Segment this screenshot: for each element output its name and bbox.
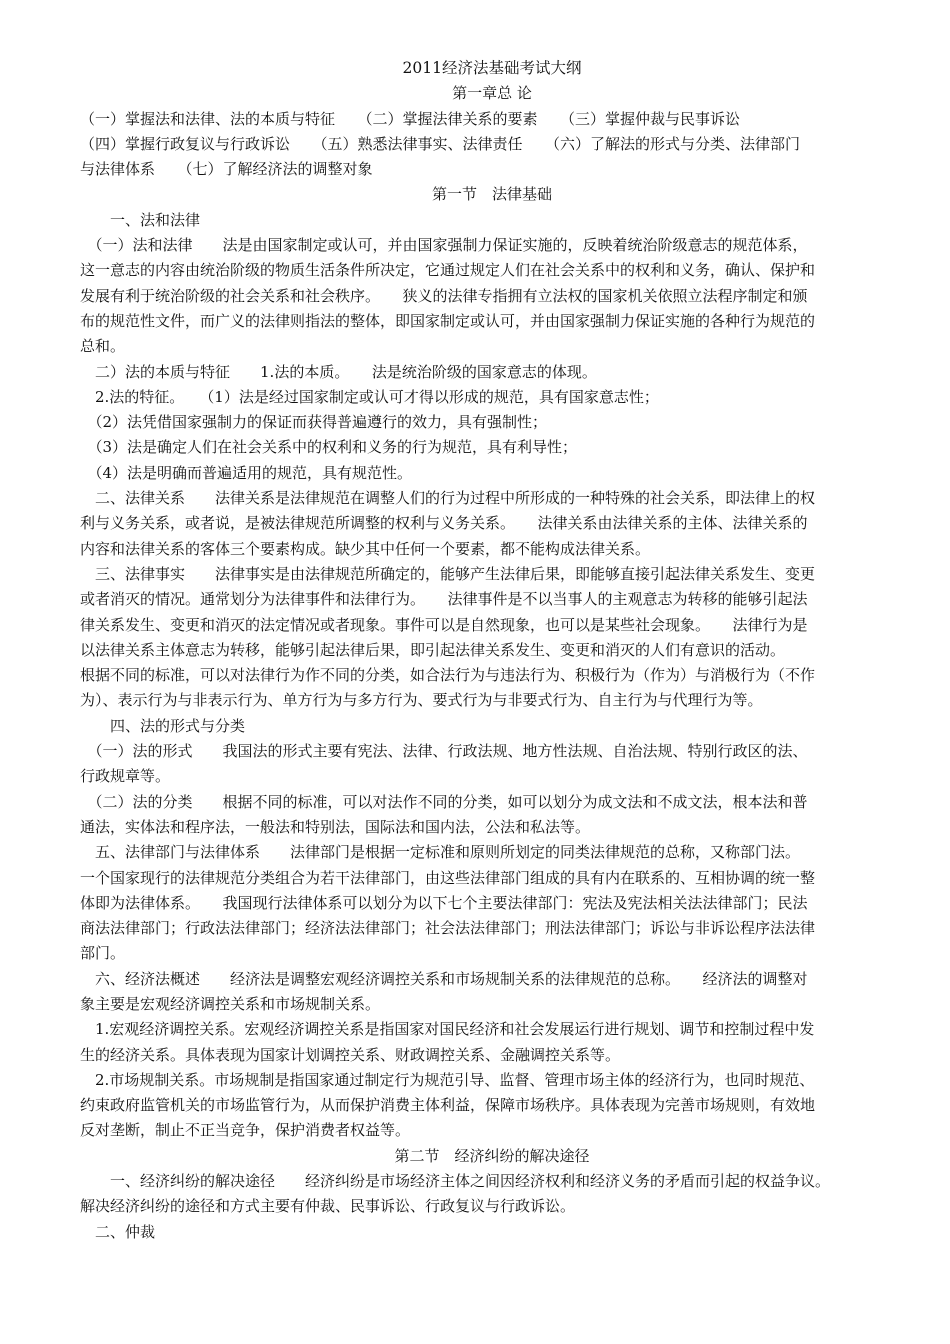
body-line: 二、法律关系 法律关系是法律规范在调整人们的行为过程中所形成的一种特殊的社会关系，即法律上的权 <box>80 489 816 508</box>
body-line: 象主要是宏观经济调控关系和市场规制关系。 <box>80 994 381 1013</box>
body-line: （四）掌握行政复议与行政诉讼 （五）熟悉法律事实、法律责任 （六）了解法的形式与分类、法律部门 <box>80 134 801 153</box>
body-line: 布的规范性文件，而广义的法律则指法的整体，即国家制定或认可，并由国家强制力保证实施的各种行为规范的 <box>80 311 816 330</box>
body-line: （2）法凭借国家强制力的保证而获得普遍遵行的效力，具有强制性； <box>80 413 548 432</box>
chapter-heading: 第一章总 论 <box>452 84 532 103</box>
body-line: 一、经济纠纷的解决途径 经济纠纷是市场经济主体之间因经济权利和经济义务的矛盾而引起的权益争议。 <box>80 1172 831 1191</box>
body-line: 发展有利于统治阶级的社会关系和社会秩序。 狭义的法律专指拥有立法权的国家机关依照立法程序制定和颁 <box>80 286 808 305</box>
body-line: （一）掌握法和法律、法的本质与特征 （二）掌握法律关系的要素 （三）掌握仲裁与民事诉讼 <box>80 109 741 128</box>
document-page <box>80 56 904 1245</box>
section-heading: 第一节 法律基础 <box>431 185 552 204</box>
body-line: 或者消灭的情况。通常划分为法律事件和法律行为。 法律事件是不以当事人的主观意志为转移的能够引起法 <box>80 590 808 609</box>
subheading: 二、仲裁 <box>80 1222 156 1241</box>
body-line: 行政规章等。 <box>80 767 171 786</box>
body-line: 为）、表示行为与非表示行为、单方行为与多方行为、要式行为与非要式行为、自主行为与代理行为等。 <box>80 691 763 710</box>
body-line: 这一意志的内容由统治阶级的物质生活条件所决定，它通过规定人们在社会关系中的权利和义务，确认、保护和 <box>80 261 816 280</box>
body-line: 二）法的本质与特征 1.法的本质。 法是统治阶级的国家意志的体现。 <box>80 362 597 381</box>
body-line: 根据不同的标准，可以对法律行为作不同的分类，如合法行为与违法行为、积极行为（作为）与消极行为（不作 <box>80 666 816 685</box>
body-line: 部门。 <box>80 944 126 963</box>
body-line: （一）法和法律 法是由国家制定或认可，并由国家强制力保证实施的，反映着统治阶级意志的规范体系， <box>80 236 808 255</box>
body-line: 与法律体系 （七）了解经济法的调整对象 <box>80 160 373 179</box>
body-line: （3）法是确定人们在社会关系中的权利和义务的行为规范，具有利导性； <box>80 438 578 457</box>
body-line: 约束政府监管机关的市场监管行为，从而保护消费主体利益，保障市场秩序。具体表现为完善市场规则，有效地 <box>80 1096 816 1115</box>
subheading: 四、法的形式与分类 <box>80 716 246 735</box>
body-line: （4）法是明确而普遍适用的规范，具有规范性。 <box>80 463 413 482</box>
body-line: 生的经济关系。具体表现为国家计划调控关系、财政调控关系、金融调控关系等。 <box>80 1045 621 1064</box>
section-heading: 第二节 经济纠纷的解决途径 <box>394 1146 590 1165</box>
body-line: （二）法的分类 根据不同的标准，可以对法作不同的分类，如可以划分为成文法和不成文法，根本法和普 <box>80 792 808 811</box>
body-line: 总和。 <box>80 337 126 356</box>
body-line: 以法律关系主体意志为转移，能够引起法律后果，即引起法律关系发生、变更和消灭的人们有意识的活动。 <box>80 640 786 659</box>
body-line: 律关系发生、变更和消灭的法定情况或者现象。事件可以是自然现象，也可以是某些社会现象。 法律行为是 <box>80 615 808 634</box>
body-line: 解决经济纠纷的途径和方式主要有仲裁、民事诉讼、行政复议与行政诉讼。 <box>80 1197 576 1216</box>
body-line: 2.市场规制关系。市场规制是指国家通过制定行为规范引导、监督、管理市场主体的经济行为，也同时规范、 <box>80 1070 815 1089</box>
body-line: 一个国家现行的法律规范分类组合为若干法律部门，由这些法律部门组成的具有内在联系的、互相协调的统一整 <box>80 868 816 887</box>
body-line: 利与义务关系，或者说，是被法律规范所调整的权利与义务关系。 法律关系由法律关系的主体、法律关系的 <box>80 514 808 533</box>
body-line: 六、经济法概述 经济法是调整宏观经济调控关系和市场规制关系的法律规范的总称。 经济法的调整对 <box>80 969 808 988</box>
body-line: 1.宏观经济调控关系。宏观经济调控关系是指国家对国民经济和社会发展运行进行规划、调节和控制过程中发 <box>80 1020 815 1039</box>
body-line: 反对垄断，制止不正当竞争，保护消费者权益等。 <box>80 1121 411 1140</box>
body-line: 2.法的特征。 （1）法是经过国家制定或认可才得以形成的规范，具有国家意志性； <box>80 387 659 406</box>
body-line: 内容和法律关系的客体三个要素构成。缺少其中任何一个要素，都不能构成法律关系。 <box>80 539 651 558</box>
body-line: 通法，实体法和程序法，一般法和特别法，国际法和国内法，公法和私法等。 <box>80 817 591 836</box>
document-title: 2011经济法基础考试大纲 <box>402 59 582 77</box>
subheading: 一、法和法律 <box>80 210 201 229</box>
body-line: 三、法律事实 法律事实是由法律规范所确定的，能够产生法律后果，即能够直接引起法律关系发生、变更 <box>80 564 816 583</box>
body-line: 五、法律部门与法律体系 法律部门是根据一定标准和原则所划定的同类法律规范的总称，又称部门法。 <box>80 843 801 862</box>
body-line: （一）法的形式 我国法的形式主要有宪法、法律、行政法规、地方性法规、自治法规、特别行政区的法、 <box>80 742 808 761</box>
body-line: 体即为法律体系。 我国现行法律体系可以划分为以下七个主要法律部门：宪法及宪法相关法法律部门；民法 <box>80 893 808 912</box>
body-line: 商法法律部门；行政法法律部门；经济法法律部门；社会法法律部门；刑法法律部门；诉讼与非诉讼程序法法律 <box>80 919 816 938</box>
